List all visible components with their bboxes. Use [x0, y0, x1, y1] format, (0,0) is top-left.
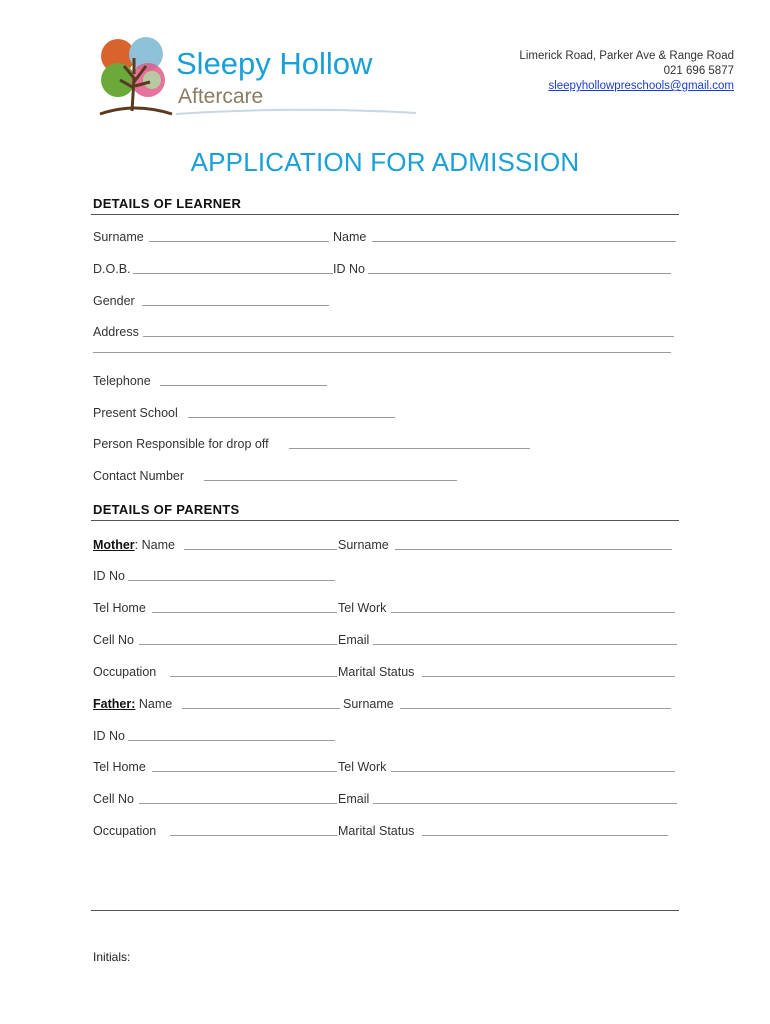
mother-surname-label: Surname [338, 538, 389, 552]
father-marital-status-label: Marital Status [338, 824, 415, 838]
father-tel-work-field[interactable] [391, 771, 675, 772]
father-occupation-label: Occupation [93, 824, 157, 838]
gender-label: Gender [93, 294, 135, 308]
present-school-field[interactable] [188, 417, 395, 418]
contact-number-field[interactable] [204, 480, 457, 481]
mother-name-label [93, 538, 175, 552]
id-no-field[interactable] [368, 273, 671, 274]
divider [91, 214, 679, 215]
mother-tel-work-label: Tel Work [338, 601, 387, 615]
present-school-label: Present School [93, 406, 178, 420]
father-id-no-label: ID No [93, 729, 125, 743]
initials-label: Initials: [93, 950, 131, 964]
mother-email-field[interactable] [373, 644, 677, 645]
mother-surname-field[interactable] [395, 549, 672, 550]
drop-off-label: Person Responsible for drop off [93, 437, 269, 451]
mother-marital-status-field[interactable] [422, 676, 675, 677]
parents-section-heading: DETAILS OF PARENTS [93, 502, 240, 517]
gender-field[interactable] [142, 305, 329, 306]
father-tel-home-field[interactable] [152, 771, 337, 772]
name-label: Name [333, 230, 367, 244]
mother-tel-work-field[interactable] [391, 612, 675, 613]
father-label: Father: [93, 697, 136, 711]
address-field[interactable] [143, 336, 674, 337]
mother-occupation-field[interactable] [170, 676, 337, 677]
mother-tel-home-field[interactable] [152, 612, 337, 613]
contact-number-label: Contact Number [93, 469, 185, 483]
surname-label: Surname [93, 230, 144, 244]
learner-section-heading: DETAILS OF LEARNER [93, 196, 242, 211]
logo-subtitle: Aftercare [178, 85, 264, 108]
father-surname-label: Surname [343, 697, 394, 711]
father-marital-status-field[interactable] [422, 835, 668, 836]
school-phone: 021 696 5877 [663, 65, 734, 77]
mother-id-no-field[interactable] [128, 580, 335, 581]
footer-divider [91, 910, 679, 911]
dob-field[interactable] [133, 273, 333, 274]
logo-swoosh [176, 108, 416, 116]
mother-marital-status-label: Marital Status [338, 665, 415, 679]
logo-title: Sleepy Hollow [176, 46, 373, 81]
father-email-field[interactable] [373, 803, 677, 804]
surname-field[interactable] [149, 241, 329, 242]
father-tel-work-label: Tel Work [338, 760, 387, 774]
father-id-no-field[interactable] [128, 740, 335, 741]
divider [91, 520, 679, 521]
mother-cell-no-field[interactable] [139, 644, 337, 645]
mother-label: Mother [93, 538, 135, 552]
father-name-text: Name [135, 697, 173, 711]
name-field[interactable] [372, 241, 676, 242]
father-cell-no-field[interactable] [139, 803, 337, 804]
father-surname-field[interactable] [400, 708, 671, 709]
father-name-field[interactable] [182, 708, 340, 709]
school-address: Limerick Road, Parker Ave & Range Road [519, 50, 734, 62]
dob-label: D.O.B. [93, 262, 131, 276]
tree-logo-icon [96, 36, 174, 116]
father-email-label: Email [338, 792, 370, 806]
mother-email-label: Email [338, 633, 370, 647]
address-field-line-2[interactable] [93, 352, 671, 353]
telephone-label: Telephone [93, 374, 151, 388]
mother-id-no-label: ID No [93, 569, 125, 583]
document-title: APPLICATION FOR ADMISSION [190, 147, 580, 177]
address-label: Address [93, 325, 139, 339]
father-name-label [93, 697, 172, 711]
mother-tel-home-label: Tel Home [93, 601, 146, 615]
mother-name-text: : Name [134, 538, 175, 552]
mother-name-field[interactable] [184, 549, 337, 550]
drop-off-field[interactable] [289, 448, 530, 449]
father-tel-home-label: Tel Home [93, 760, 146, 774]
father-cell-no-label: Cell No [93, 792, 134, 806]
telephone-field[interactable] [160, 385, 327, 386]
mother-occupation-label: Occupation [93, 665, 157, 679]
school-email-link[interactable]: sleepyhollowpreschools@gmail.com [548, 80, 734, 92]
id-no-label: ID No [333, 262, 365, 276]
father-occupation-field[interactable] [170, 835, 337, 836]
mother-cell-no-label: Cell No [93, 633, 134, 647]
